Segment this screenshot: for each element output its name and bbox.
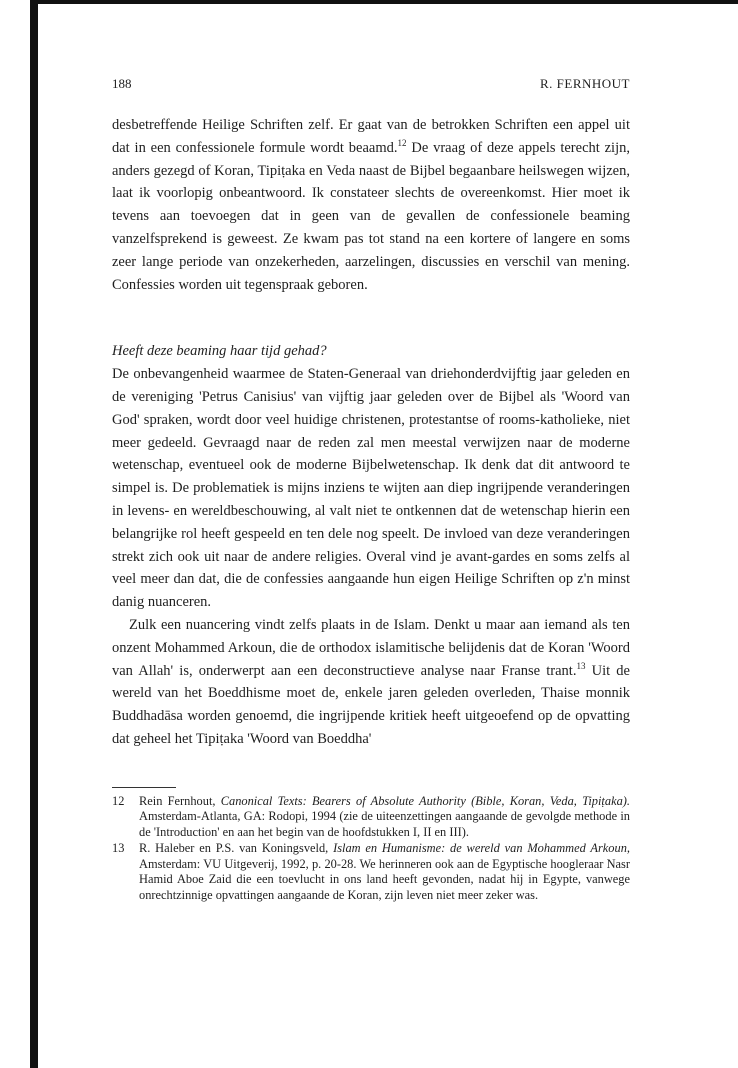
footnote-divider [112, 787, 176, 788]
paragraph-3-part-a: Zulk een nuancering vindt zelfs plaats in de Islam. Denkt u maar aan iemand als ten onzent Mohammed Arkoun, die de orthodox islamitische belijdenis dat de Koran 'Woord van Allah' is, onderwerpt aan een deconstructieve analyse naar Franse trant. [112, 616, 630, 679]
paragraph-1-part-b: De vraag of deze appels terecht zijn, anders gezegd of Koran, Tipiṭaka en Veda naast de Bijbel begaanbare heilswegen wijzen, laat ik voorlopig onbeantwoord. Ik constateer slechts de overeenkomst. Hier moet ik tevens aan toevoegen dat in geen van de gevallen de confessionele beaming vanzelfsprekend is geweest. Ze kwam pas tot stand na een kortere of langere en soms zeer lange periode van onzekerheden, aarzelingen, discussies en verschil van mening. Confessies worden uit tegenspraak geboren. [112, 139, 630, 293]
footnote-title: Canonical Texts: Bearers of Absolute Authority (Bible, Koran, Veda, Tipiṭaka). [220, 793, 630, 808]
footnote-text [139, 794, 630, 841]
paragraph-1-part-a: desbetreffende Heilige Schriften zelf. Er gaat van de betrokken Schriften een appel uit dat in een confessionele formule wordt beaamd. [112, 117, 630, 156]
footnote-number: 12 [112, 793, 125, 808]
footnote-author: Rein Fernhout, [139, 793, 221, 808]
paragraph-3 [112, 614, 630, 751]
footnote-rest: Amsterdam-Atlanta, GA: Rodopi, 1994 (zie de uiteenzettingen aangaande de gevolgde methode in de 'Introduction' en aan het begin van de hoofdstukken I, II en III). [139, 809, 630, 839]
footnote-13 [112, 841, 630, 903]
footnote-ref-13: 13 [576, 660, 586, 671]
footnote-title: Islam en Humanisme: de wereld van Mohammed Arkoun, [333, 841, 630, 856]
footnote-number: 13 [112, 841, 125, 856]
footnote-text [139, 841, 630, 903]
footnote-12 [112, 794, 630, 841]
section-heading: Heeft deze beaming haar tijd gehad? [112, 343, 327, 360]
paragraph-1 [112, 114, 630, 296]
scan-border-top [36, 0, 738, 4]
scan-border-left [30, 0, 38, 1068]
paragraph-2: De onbevangenheid waarmee de Staten-Generaal van driehonderdvijftig jaar geleden en de vereniging 'Petrus Canisius' van vijftig jaar geleden over de Bijbel als 'Woord van God' spraken, wordt door veel huidige christenen, protestantse of rooms-katholieke, niet meer gedeeld. Gevraagd naar de reden zal men meestal verwijzen naar de moderne wetenschap, eventueel ook de moderne Bijbelwetenschap. Ik denk dat dit antwoord te simpel is. De problematiek is mijns inziens te wijten aan diep ingrijpende veranderingen in levens- en wereldbeschouwing, al valt niet te ontkennen dat de wetenschap hierin een belangrijke rol heeft gespeeld en ten dele nog speelt. De invloed van deze veranderingen strekt zich ook uit naar de andere religies. Overal vind je avant-gardes en soms zelfs al veel meer dan dat, die de confessies aangaande hun eigen Heilige Schriften op z'n minst danig nuanceren. [112, 366, 630, 611]
footnote-author: R. Haleber en P.S. van Koningsveld, [139, 841, 334, 856]
book-page [112, 76, 630, 904]
footnote-ref-12: 12 [397, 137, 407, 148]
running-title: R. FERNHOUT [539, 76, 630, 91]
footnote-rest: Amsterdam: VU Uitgeverij, 1992, p. 20-28. We herinneren ook aan de Egyptische hoogleraar Nasr Hamid Aboe Zaid die een toevlucht in ons land heeft gevonden, nadat hij in Egypte, vanwege onrechtzinnige opvattingen aangaande de Koran, zijn leven niet meer zeker was. [139, 856, 630, 902]
paragraph-3-part-b: Uit de wereld van het Boeddhisme moet de, enkele jaren geleden overleden, Thaise monnik Buddhadāsa worden genoemd, die ingrijpende kritiek heeft uitgeoefend op de opvatting dat geheel het Tipiṭaka 'Woord van Boeddha' [112, 662, 630, 747]
page-number: 188 [112, 76, 132, 91]
running-header [112, 76, 630, 94]
